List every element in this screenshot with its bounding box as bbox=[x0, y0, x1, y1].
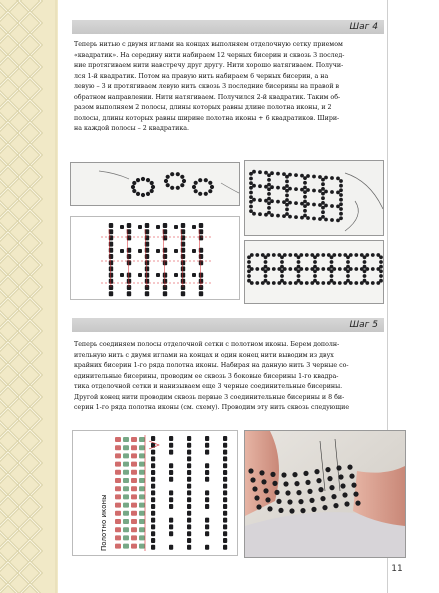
text-line: «квадратик». На середину нити набираем 12 черных бисерин и сквозь 3 послед- bbox=[74, 51, 345, 59]
text-line: ние протягиваем нити навстречу друг другу. Нити хорошо натягиваем. Получи- bbox=[74, 62, 344, 69]
diagram-label-icon-canvas: Полотно иконы bbox=[100, 494, 108, 551]
text-line: лся 1-й квадратик. Потом на правую нить набираем 6 черных бисерин, а на bbox=[74, 72, 329, 80]
text-line: крайних бисерин 1-го ряда полотна иконы. Набирая на данную нить 3 черные со- bbox=[74, 362, 349, 369]
page-number: 11 bbox=[391, 564, 403, 574]
text-line: Теперь нитью с двумя иглами на концах выполняем отделочную сетку приемом bbox=[74, 41, 343, 48]
step-5-label: Шаг 5 bbox=[349, 320, 378, 330]
text-line: Другой конец нити проводим сквозь первые 3 соединительные бисерины и 8 би- bbox=[74, 393, 345, 401]
text-line: тика отделочной сетки и нанизываем еще 3 черные соединительные бисерины. bbox=[74, 383, 343, 390]
step-4-header bbox=[72, 20, 384, 34]
text-line: левую – 3 и протягиваем левую нить сквозь 3 последние бисерины на правой в bbox=[74, 83, 340, 90]
text-line: на каждой полосы – 2 квадратика. bbox=[74, 125, 190, 132]
step-5-header bbox=[72, 318, 384, 332]
photo-first-squares bbox=[70, 162, 240, 206]
diagram-square-pattern bbox=[70, 216, 240, 300]
photo-net-strip bbox=[244, 160, 384, 236]
step-4-label: Шаг 4 bbox=[349, 22, 378, 32]
photo-sewing-hand bbox=[244, 430, 406, 558]
step-5-text bbox=[74, 340, 380, 414]
text-line: обратном направлении. Нити натягиваем. Получился 2-й квадратик. Таким об- bbox=[74, 93, 341, 101]
text-line: Теперь соединяем полосы отделочной сетки с полотном иконы. Берем дополн- bbox=[74, 341, 340, 348]
text-line: единительные бисерины, проводим ее сквозь 3 боковые бисерины 1-го квадра- bbox=[74, 372, 339, 380]
celtic-border-ornament bbox=[0, 0, 58, 593]
text-line: полосы, длины которых равны ширине полотна иконы + 6 квадратиков. Шири- bbox=[74, 114, 340, 122]
photo-long-net-strip bbox=[244, 240, 384, 304]
text-line: разом выполняем 2 полосы, длины которых равны длине полотна иконы, и 2 bbox=[74, 104, 332, 111]
step-4-text bbox=[74, 40, 380, 135]
diagram-joining-scheme bbox=[72, 430, 238, 556]
text-line: ительную нить с двумя иглами на концах и один конец нити выводим из двух bbox=[74, 351, 334, 359]
text-line: серин 1-го ряда полотна иконы (см. схему). Проводим эту нить сквозь следующие bbox=[74, 404, 350, 411]
